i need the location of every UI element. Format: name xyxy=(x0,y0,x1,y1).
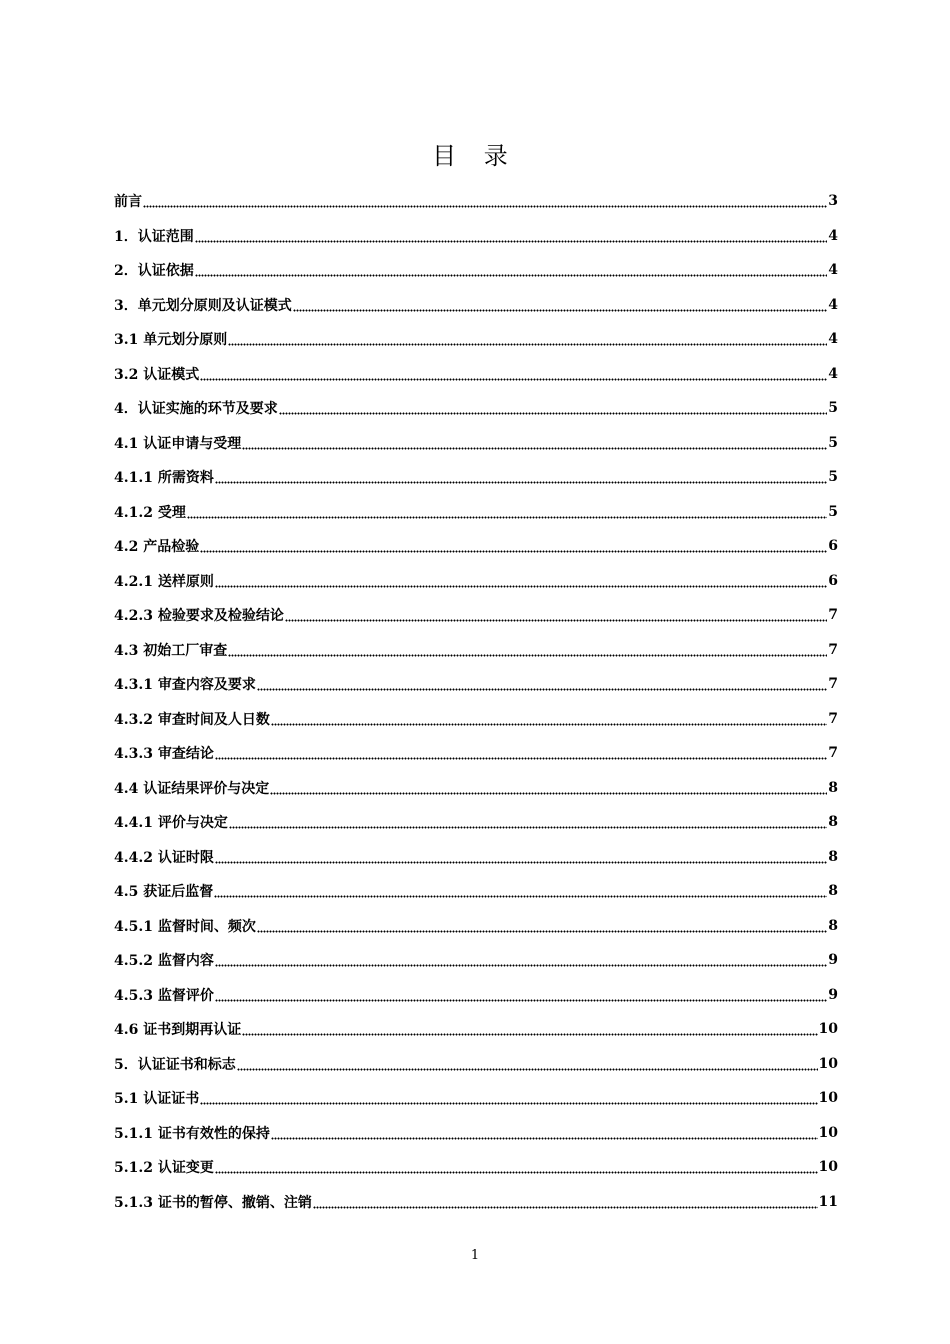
toc-dot-leader xyxy=(215,1160,818,1174)
toc-dot-leader xyxy=(215,746,827,760)
toc-dot-leader xyxy=(242,1022,817,1036)
toc-entry-label: 4.4.2 认证时限 xyxy=(114,849,214,866)
toc-dot-leader xyxy=(200,1091,817,1105)
toc-entry-label: 4.4.1 评价与决定 xyxy=(114,815,228,832)
toc-entry[interactable] xyxy=(114,943,838,978)
toc-entry-label: 2．认证依据 xyxy=(114,263,194,280)
toc-entry-page: 5 xyxy=(828,434,838,451)
toc-entry-page: 4 xyxy=(828,262,838,279)
toc-entry-label: 4.1 认证申请与受理 xyxy=(114,435,242,452)
toc-entry[interactable] xyxy=(114,736,838,771)
toc-dot-leader xyxy=(200,367,827,381)
toc-entry[interactable] xyxy=(114,495,838,530)
toc-entry-page: 3 xyxy=(828,193,838,210)
toc-entry[interactable] xyxy=(114,978,838,1013)
toc-entry[interactable] xyxy=(114,909,838,944)
toc-dot-leader xyxy=(271,712,827,726)
toc-entry-page: 7 xyxy=(828,676,838,693)
toc-entry[interactable] xyxy=(114,357,838,392)
toc-entry-page: 8 xyxy=(828,779,838,796)
toc-entry-label: 前言 xyxy=(114,194,142,211)
toc-entry-label: 4.5.1 监督时间、频次 xyxy=(114,918,256,935)
toc-entry-label: 4.5 获证后监督 xyxy=(114,884,214,901)
toc-dot-leader xyxy=(215,470,827,484)
toc-entry[interactable] xyxy=(114,874,838,909)
toc-entry[interactable] xyxy=(114,253,838,288)
toc-entry[interactable] xyxy=(114,1116,838,1151)
toc-entry-page: 4 xyxy=(828,331,838,348)
toc-entry-page: 6 xyxy=(828,572,838,589)
toc-entry-page: 8 xyxy=(828,883,838,900)
toc-entry-page: 4 xyxy=(828,296,838,313)
toc-entry-page: 5 xyxy=(828,400,838,417)
toc-dot-leader xyxy=(195,263,828,277)
toc-entry[interactable] xyxy=(114,322,838,357)
toc-entry[interactable] xyxy=(114,598,838,633)
table-of-contents xyxy=(114,184,838,1219)
toc-entry-label: 4.6 证书到期再认证 xyxy=(114,1022,242,1039)
toc-entry[interactable] xyxy=(114,1012,838,1047)
toc-entry-page: 8 xyxy=(828,814,838,831)
toc-entry[interactable] xyxy=(114,771,838,806)
toc-entry-label: 4．认证实施的环节及要求 xyxy=(114,401,278,418)
toc-entry-page: 7 xyxy=(828,745,838,762)
toc-dot-leader xyxy=(215,574,827,588)
toc-dot-leader xyxy=(293,298,828,312)
toc-entry[interactable] xyxy=(114,1081,838,1116)
toc-dot-leader xyxy=(270,781,827,795)
toc-entry[interactable] xyxy=(114,1047,838,1082)
toc-entry[interactable] xyxy=(114,633,838,668)
toc-entry-page: 6 xyxy=(828,538,838,555)
toc-entry[interactable] xyxy=(114,426,838,461)
toc-entry[interactable] xyxy=(114,391,838,426)
toc-entry[interactable] xyxy=(114,805,838,840)
toc-entry[interactable] xyxy=(114,1150,838,1185)
toc-dot-leader xyxy=(257,677,827,691)
toc-entry-label: 4.3.2 审查时间及人日数 xyxy=(114,711,270,728)
toc-entry-page: 10 xyxy=(818,1124,838,1141)
toc-entry[interactable] xyxy=(114,529,838,564)
toc-entry[interactable] xyxy=(114,702,838,737)
toc-entry-label: 3．单元划分原则及认证模式 xyxy=(114,297,292,314)
toc-entry-page: 10 xyxy=(818,1021,838,1038)
toc-entry-page: 10 xyxy=(818,1055,838,1072)
toc-entry-page: 8 xyxy=(828,848,838,865)
toc-entry-label: 3.1 单元划分原则 xyxy=(114,332,228,349)
toc-entry[interactable] xyxy=(114,460,838,495)
toc-entry-label: 4.3.3 审查结论 xyxy=(114,746,214,763)
toc-dot-leader xyxy=(228,332,827,346)
toc-dot-leader xyxy=(313,1195,818,1209)
toc-entry-label: 4.2 产品检验 xyxy=(114,539,200,556)
toc-entry-label: 1．认证范围 xyxy=(114,228,194,245)
toc-entry-label: 5.1 认证证书 xyxy=(114,1091,200,1108)
toc-entry-page: 7 xyxy=(828,607,838,624)
toc-dot-leader xyxy=(143,194,827,208)
toc-entry-page: 4 xyxy=(828,365,838,382)
toc-dot-leader xyxy=(237,1057,818,1071)
toc-entry-label: 4.1.1 所需资料 xyxy=(114,470,214,487)
toc-entry-page: 7 xyxy=(828,641,838,658)
toc-entry-label: 5．认证证书和标志 xyxy=(114,1056,236,1073)
toc-dot-leader xyxy=(271,1126,818,1140)
toc-entry-page: 5 xyxy=(828,469,838,486)
toc-dot-leader xyxy=(215,850,827,864)
toc-dot-leader xyxy=(257,919,827,933)
toc-entry-label: 5.1.1 证书有效性的保持 xyxy=(114,1125,270,1142)
toc-entry[interactable] xyxy=(114,564,838,599)
toc-entry[interactable] xyxy=(114,219,838,254)
toc-entry-label: 4.2.3 检验要求及检验结论 xyxy=(114,608,284,625)
toc-entry-label: 4.3 初始工厂审查 xyxy=(114,642,228,659)
toc-entry-page: 9 xyxy=(828,952,838,969)
toc-entry[interactable] xyxy=(114,840,838,875)
toc-dot-leader xyxy=(228,643,827,657)
toc-entry[interactable] xyxy=(114,667,838,702)
toc-entry-label: 4.5.2 监督内容 xyxy=(114,953,214,970)
page-title: 目 录 xyxy=(432,142,518,170)
toc-dot-leader xyxy=(215,988,827,1002)
toc-dot-leader xyxy=(242,436,827,450)
toc-entry-label: 4.2.1 送样原则 xyxy=(114,573,214,590)
toc-dot-leader xyxy=(279,401,828,415)
toc-entry-page: 5 xyxy=(828,503,838,520)
toc-entry-label: 4.4 认证结果评价与决定 xyxy=(114,780,270,797)
page-number: 1 xyxy=(470,1248,480,1263)
toc-entry-page: 4 xyxy=(828,227,838,244)
toc-dot-leader xyxy=(187,505,827,519)
toc-entry-label: 5.1.2 认证变更 xyxy=(114,1160,214,1177)
toc-entry-page: 10 xyxy=(818,1159,838,1176)
toc-entry[interactable] xyxy=(114,184,838,219)
toc-entry-page: 9 xyxy=(828,986,838,1003)
toc-dot-leader xyxy=(285,608,827,622)
toc-entry-page: 7 xyxy=(828,710,838,727)
toc-dot-leader xyxy=(200,539,827,553)
toc-entry[interactable] xyxy=(114,288,838,323)
toc-entry-page: 8 xyxy=(828,917,838,934)
toc-entry-page: 11 xyxy=(818,1193,838,1210)
toc-dot-leader xyxy=(229,815,827,829)
toc-dot-leader xyxy=(214,884,827,898)
toc-entry[interactable] xyxy=(114,1185,838,1220)
toc-entry-label: 4.3.1 审查内容及要求 xyxy=(114,677,256,694)
toc-dot-leader xyxy=(215,953,827,967)
toc-entry-label: 5.1.3 证书的暂停、撤销、注销 xyxy=(114,1194,312,1211)
toc-entry-page: 10 xyxy=(818,1090,838,1107)
toc-dot-leader xyxy=(195,229,828,243)
toc-entry-label: 3.2 认证模式 xyxy=(114,366,200,383)
toc-entry-label: 4.5.3 监督评价 xyxy=(114,987,214,1004)
toc-entry-label: 4.1.2 受理 xyxy=(114,504,186,521)
